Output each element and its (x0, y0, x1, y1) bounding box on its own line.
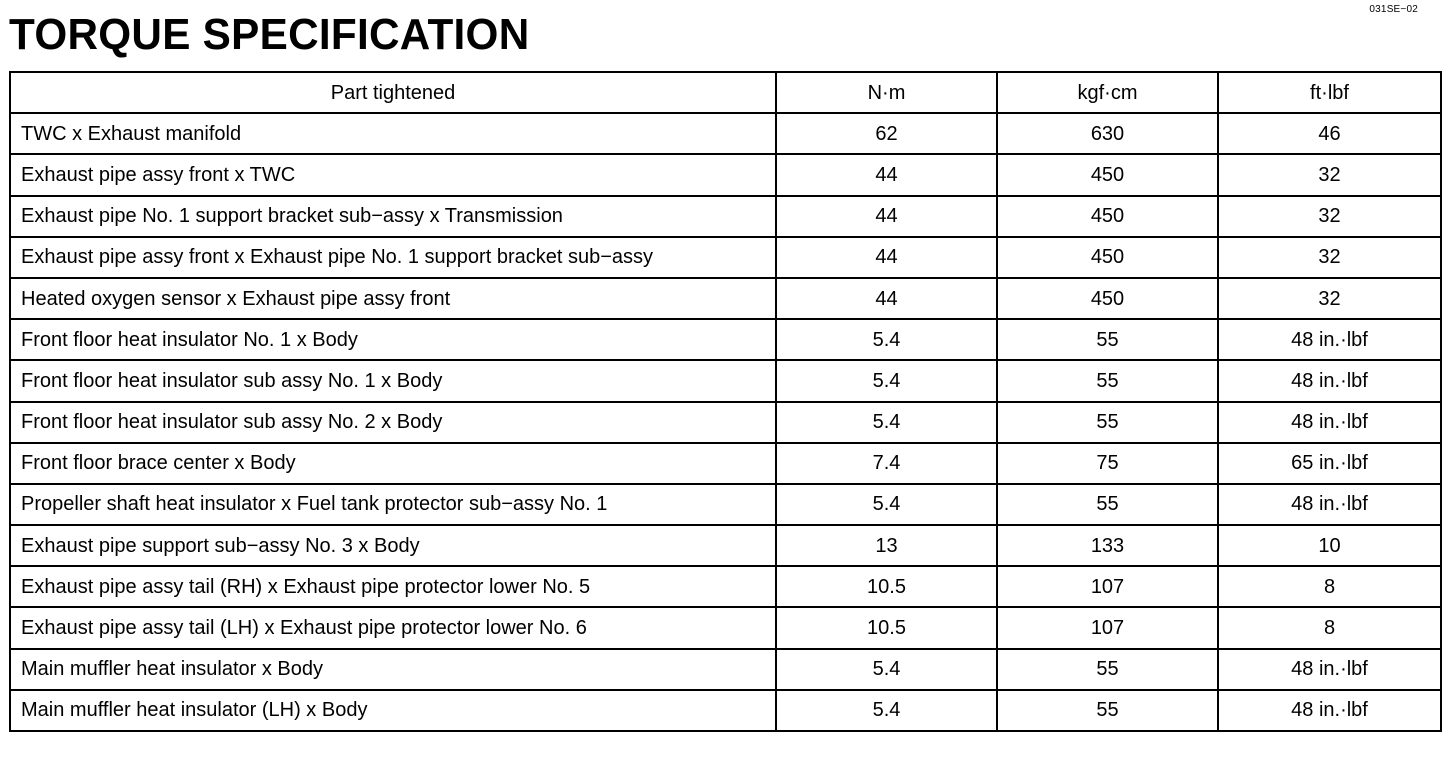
table-body (10, 113, 1441, 731)
cell-nm: 44 (776, 237, 997, 278)
table-row (10, 566, 1441, 607)
cell-nm: 5.4 (776, 649, 997, 690)
cell-part-tightened: Front floor heat insulator sub assy No. 2 x Body (10, 402, 776, 443)
cell-kgf-cm: 75 (997, 443, 1218, 484)
cell-ft-lbf: 8 (1218, 566, 1441, 607)
page-title: TORQUE SPECIFICATION (9, 10, 530, 59)
cell-nm: 5.4 (776, 484, 997, 525)
cell-ft-lbf: 48 in.·lbf (1218, 649, 1441, 690)
cell-ft-lbf: 32 (1218, 154, 1441, 195)
cell-nm: 5.4 (776, 402, 997, 443)
table-row (10, 607, 1441, 648)
cell-kgf-cm: 450 (997, 196, 1218, 237)
cell-kgf-cm: 450 (997, 237, 1218, 278)
cell-kgf-cm: 55 (997, 319, 1218, 360)
cell-part-tightened: Front floor heat insulator No. 1 x Body (10, 319, 776, 360)
cell-part-tightened: Exhaust pipe No. 1 support bracket sub−assy x Transmission (10, 196, 776, 237)
header-ft-lbf: ft·lbf (1218, 72, 1441, 113)
cell-nm: 5.4 (776, 690, 997, 731)
table-row (10, 649, 1441, 690)
cell-part-tightened: Front floor heat insulator sub assy No. 1 x Body (10, 360, 776, 401)
table-row (10, 484, 1441, 525)
cell-ft-lbf: 48 in.·lbf (1218, 402, 1441, 443)
table-row (10, 690, 1441, 731)
table-row (10, 525, 1441, 566)
cell-nm: 5.4 (776, 319, 997, 360)
torque-spec-table (9, 71, 1442, 732)
cell-kgf-cm: 133 (997, 525, 1218, 566)
cell-kgf-cm: 630 (997, 113, 1218, 154)
document-id: 031SE−02 (1369, 4, 1418, 15)
cell-kgf-cm: 55 (997, 690, 1218, 731)
cell-kgf-cm: 450 (997, 154, 1218, 195)
cell-nm: 44 (776, 154, 997, 195)
cell-nm: 44 (776, 196, 997, 237)
cell-nm: 7.4 (776, 443, 997, 484)
header-part-tightened: Part tightened (10, 72, 776, 113)
cell-ft-lbf: 32 (1218, 278, 1441, 319)
cell-ft-lbf: 48 in.·lbf (1218, 319, 1441, 360)
table-row (10, 402, 1441, 443)
cell-nm: 13 (776, 525, 997, 566)
cell-kgf-cm: 55 (997, 484, 1218, 525)
cell-ft-lbf: 48 in.·lbf (1218, 360, 1441, 401)
cell-part-tightened: Propeller shaft heat insulator x Fuel tank protector sub−assy No. 1 (10, 484, 776, 525)
table-row (10, 154, 1441, 195)
cell-nm: 62 (776, 113, 997, 154)
cell-ft-lbf: 32 (1218, 196, 1441, 237)
table-row (10, 443, 1441, 484)
header-nm: N·m (776, 72, 997, 113)
header-kgf-cm: kgf·cm (997, 72, 1218, 113)
cell-part-tightened: Exhaust pipe assy front x Exhaust pipe No. 1 support bracket sub−assy (10, 237, 776, 278)
cell-ft-lbf: 8 (1218, 607, 1441, 648)
cell-kgf-cm: 55 (997, 360, 1218, 401)
cell-nm: 44 (776, 278, 997, 319)
cell-ft-lbf: 32 (1218, 237, 1441, 278)
cell-ft-lbf: 65 in.·lbf (1218, 443, 1441, 484)
cell-kgf-cm: 55 (997, 402, 1218, 443)
cell-part-tightened: Exhaust pipe assy front x TWC (10, 154, 776, 195)
cell-ft-lbf: 48 in.·lbf (1218, 690, 1441, 731)
cell-nm: 10.5 (776, 566, 997, 607)
table-row (10, 113, 1441, 154)
cell-kgf-cm: 55 (997, 649, 1218, 690)
cell-kgf-cm: 450 (997, 278, 1218, 319)
cell-part-tightened: TWC x Exhaust manifold (10, 113, 776, 154)
cell-part-tightened: Exhaust pipe assy tail (LH) x Exhaust pipe protector lower No. 6 (10, 607, 776, 648)
cell-part-tightened: Front floor brace center x Body (10, 443, 776, 484)
cell-part-tightened: Main muffler heat insulator x Body (10, 649, 776, 690)
cell-part-tightened: Heated oxygen sensor x Exhaust pipe assy front (10, 278, 776, 319)
table-row (10, 360, 1441, 401)
cell-part-tightened: Exhaust pipe assy tail (RH) x Exhaust pipe protector lower No. 5 (10, 566, 776, 607)
table-row (10, 237, 1441, 278)
cell-kgf-cm: 107 (997, 607, 1218, 648)
cell-ft-lbf: 46 (1218, 113, 1441, 154)
table-row (10, 319, 1441, 360)
cell-nm: 10.5 (776, 607, 997, 648)
cell-ft-lbf: 48 in.·lbf (1218, 484, 1441, 525)
cell-kgf-cm: 107 (997, 566, 1218, 607)
table-header-row (10, 72, 1441, 113)
cell-part-tightened: Main muffler heat insulator (LH) x Body (10, 690, 776, 731)
cell-ft-lbf: 10 (1218, 525, 1441, 566)
cell-nm: 5.4 (776, 360, 997, 401)
table-row (10, 278, 1441, 319)
table-row (10, 196, 1441, 237)
cell-part-tightened: Exhaust pipe support sub−assy No. 3 x Body (10, 525, 776, 566)
